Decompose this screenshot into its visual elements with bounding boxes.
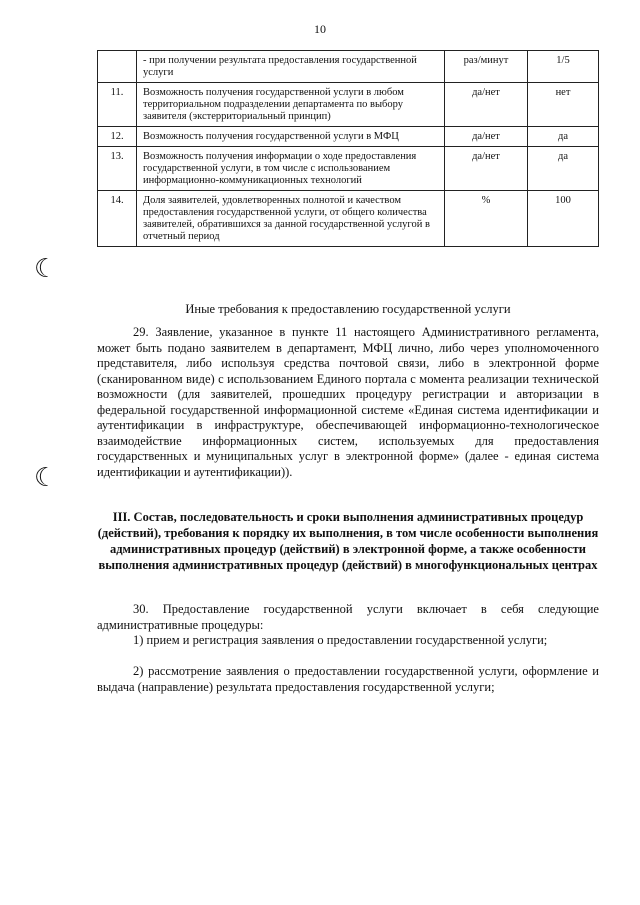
indicator-value: 1/5: [528, 51, 599, 83]
table-row: [98, 83, 599, 127]
list-item-2: 2) рассмотрение заявления о предоставлении государственной услуги, оформление и выдача (направление) результата предоставления государственной услуги;: [97, 664, 599, 694]
row-number: 11.: [98, 83, 137, 127]
binder-hole-mark-icon: ☾: [34, 463, 58, 493]
indicator-value: да: [528, 147, 599, 191]
table-row: [98, 51, 599, 83]
subheading: Иные требования к предоставлению государственной услуги: [185, 302, 511, 316]
unit-of-measure: да/нет: [445, 147, 528, 191]
row-number: 13.: [98, 147, 137, 191]
section-3-title: III. Состав, последовательность и сроки выполнения административных процедур (действий), требования к порядку их выполнения, в том числе особенности выполнения административных процедур (действий) в электронной форме, а также особенности выполнения административных процедур (действий) в многофункциональных центрах: [97, 510, 599, 572]
unit-of-measure: да/нет: [445, 83, 528, 127]
indicator-name: Возможность получения информации о ходе предоставления государственной услуги, в том числе с использованием информационно-коммуникационных технологий: [137, 147, 445, 191]
page-number: 10: [314, 22, 326, 36]
indicator-name: Возможность получения государственной услуги в любом территориальном подразделении департамента по выбору заявителя (экстерриториальный принцип): [137, 83, 445, 127]
indicator-value: нет: [528, 83, 599, 127]
binder-hole-mark-icon: ☾: [34, 254, 58, 284]
indicator-value: да: [528, 127, 599, 147]
row-number: 14.: [98, 191, 137, 247]
paragraph-30: 30. Предоставление государственной услуги включает в себя следующие административные процедуры:: [97, 602, 599, 632]
unit-of-measure: да/нет: [445, 127, 528, 147]
unit-of-measure: раз/минут: [445, 51, 528, 83]
paragraph-29: 29. Заявление, указанное в пункте 11 настоящего Административного регламента, может быть подано заявителем в департамент, МФЦ лично, либо через уполномоченного представителя, либо используя средства почтовой связи, либо в электронной форме (сканированном виде) с использованием Единого портала с момента реализации технической возможности (для заявителей, прошедших процедуру регистрации и авторизации в федеральной государственной информационной системе «Единая система идентификации и аутентификации в инфраструктуре, обеспечивающей информационно-технологическое взаимодействие информационных систем, используемых для предоставления государственных и муниципальных услуг в электронной форме» (далее - единая система идентификации и аутентификации)).: [97, 325, 599, 479]
table-row: [98, 191, 599, 247]
row-number: 12.: [98, 127, 137, 147]
table-row: [98, 147, 599, 191]
row-number: [98, 51, 137, 83]
unit-of-measure: %: [445, 191, 528, 247]
indicator-name: Доля заявителей, удовлетворенных полнотой и качеством предоставления государственной услуги, от общего количества заявителей, обратившихся за данной государственной услугой в отчетный период: [137, 191, 445, 247]
indicators-table: [97, 50, 599, 247]
list-item-1: 1) прием и регистрация заявления о предоставлении государственной услуги;: [133, 633, 548, 647]
table-row: [98, 127, 599, 147]
indicator-value: 100: [528, 191, 599, 247]
indicator-name: - при получении результата предоставления государственной услуги: [137, 51, 445, 83]
indicator-name: Возможность получения государственной услуги в МФЦ: [137, 127, 445, 147]
